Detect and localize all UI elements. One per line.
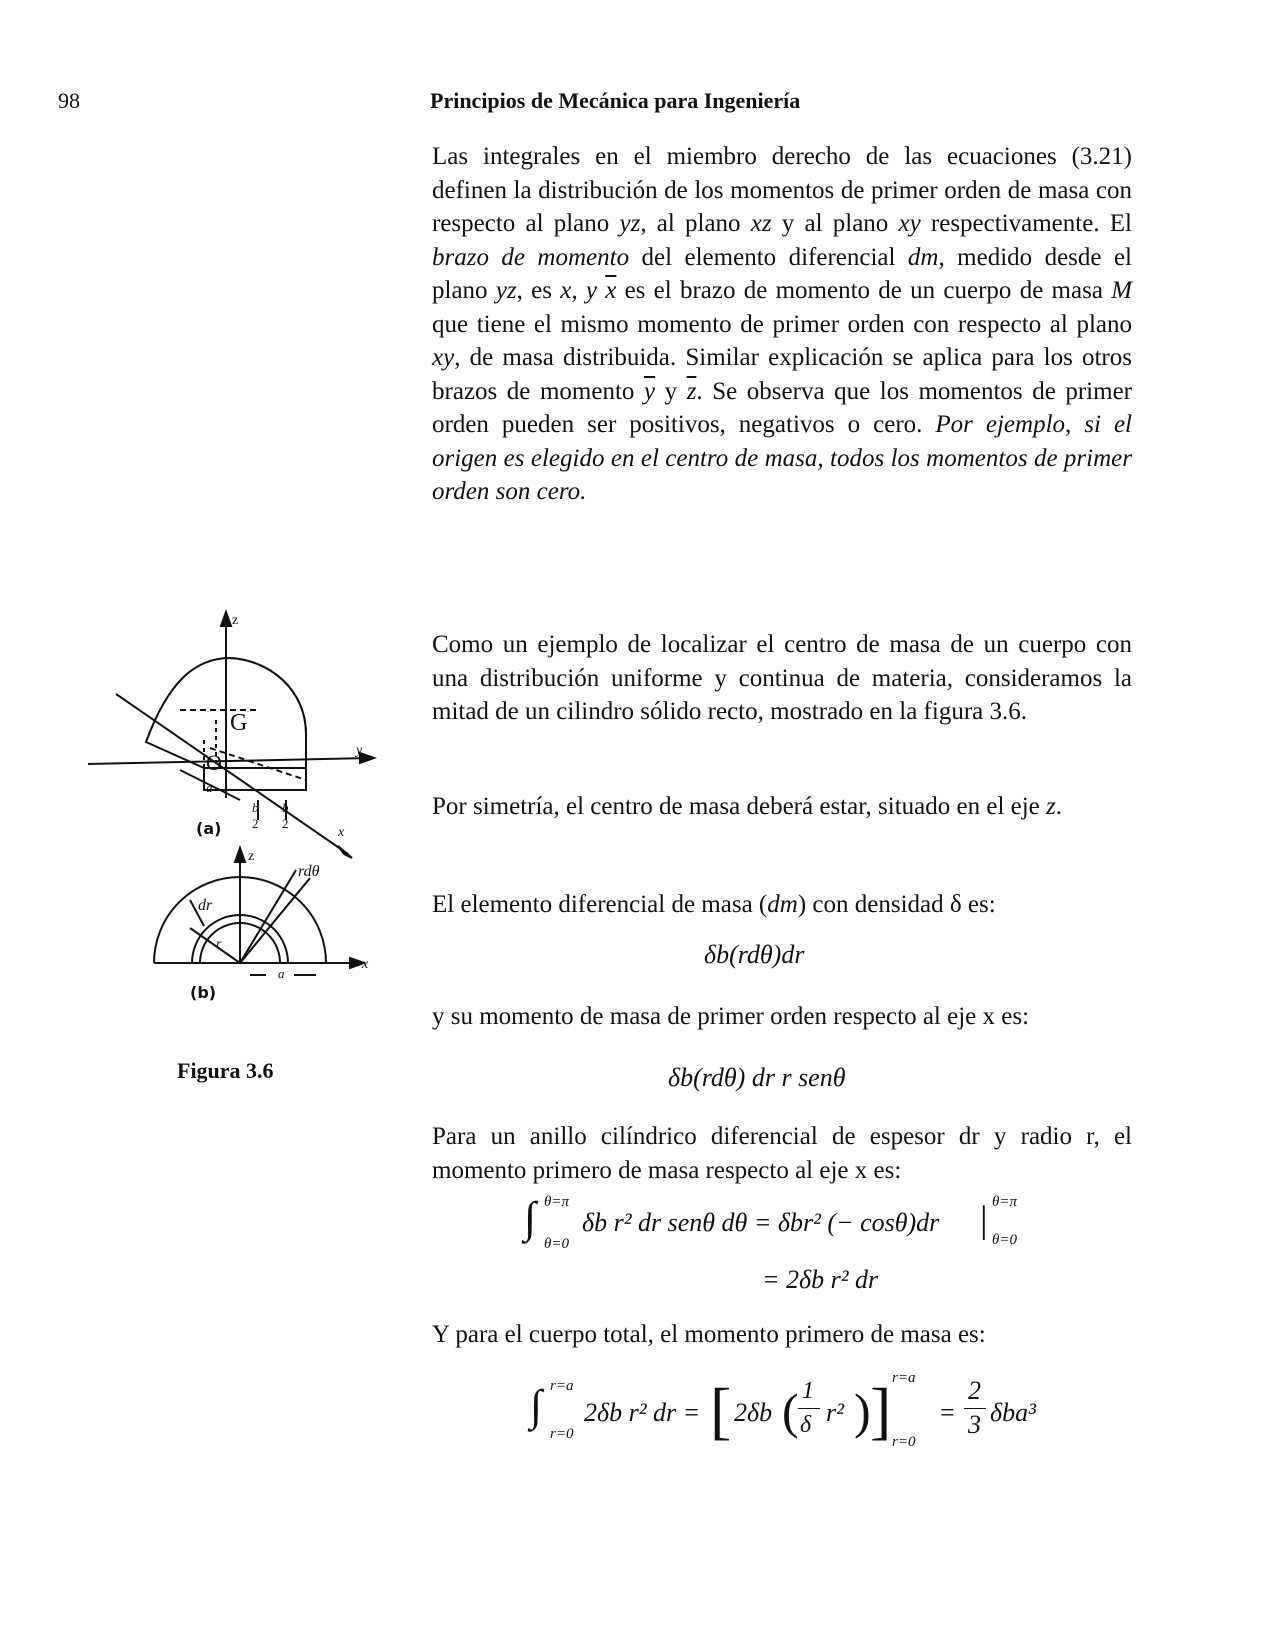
svg-text:2: 2 bbox=[282, 816, 289, 831]
running-title: Principios de Mecánica para Ingeniería bbox=[430, 88, 801, 113]
paragraph-1: Las integrales en el miembro derecho de las ecuaciones (3.21) definen la distribución de los momentos de primer orden de masa con respecto al plano yz, al plano xz y al plano xy respectivamente. El brazo de momento del elemento diferencial dm, medido desde el plano yz, es x, y $\overline{x}$ es el brazo de momento de un cuerpo de masa M que tiene el mismo momento de primer orden con respecto al plano xy, de masa distribuida. Similar explicación se aplica para los otros brazos de momento $\overline{y}$ y $\overline{z}$. Se observa que los momentos de primer orden pueden ser positivos, negativos o cero. Por ejemplo, si el origen es elegido en el centro de masa, todos los momentos de primer orden son cero. bbox=[432, 143, 1133, 505]
z-arrow-a bbox=[221, 612, 231, 626]
x-arrow-a bbox=[338, 846, 352, 858]
x-bar: $\overline{x}$ bbox=[605, 277, 617, 304]
figure-caption: Figura 3.6 bbox=[177, 1058, 274, 1083]
label-x-a: x bbox=[338, 825, 345, 840]
equation-2: δb(rdθ) dr r senθ bbox=[668, 1063, 846, 1092]
label-r: r bbox=[216, 937, 222, 952]
label-x-b: x bbox=[362, 957, 369, 972]
equation-1: δb(rdθ)dr bbox=[704, 940, 805, 969]
y-bar: $\overline{y}$ bbox=[643, 377, 656, 405]
equation-5: ∫ r=a r=0 2δb r² dr = [ 2δb ( 1 δ r² ) ] r=a r=0 = 2 3 δba³ bbox=[530, 1370, 1036, 1450]
label-O: O bbox=[206, 750, 222, 775]
paragraph-6: Para un anillo cilíndrico diferencial de espesor dr y radio r, el momento primero de masa respecto al eje x es: bbox=[432, 1123, 1132, 1184]
figure-3-6 bbox=[80, 613, 400, 1080]
z-bar: $\overline{z}$ bbox=[686, 377, 697, 405]
equation-4: = 2δb r² dr bbox=[762, 1265, 879, 1294]
label-G: G bbox=[230, 710, 248, 736]
label-dr: dr bbox=[198, 897, 213, 914]
svg-text:2: 2 bbox=[252, 816, 259, 831]
panel-b: (b) bbox=[190, 983, 217, 1002]
label-y-a: y bbox=[356, 743, 363, 758]
page-number: 98 bbox=[58, 88, 80, 113]
paragraph-2: Como un ejemplo de localizar el centro de masa de un cuerpo con una distribución uniforme y continua de materia, consideramos la mitad de un cilindro sólido recto, mostrado en la figura 3.6. bbox=[432, 631, 1132, 725]
y-axis-a bbox=[88, 758, 370, 764]
z-arrow-b bbox=[235, 848, 245, 862]
paragraph-4: El elemento diferencial de masa (dm) con densidad δ es: bbox=[432, 891, 996, 918]
svg-text:b: b bbox=[282, 800, 289, 815]
paragraph-7: Y para el cuerpo total, el momento primero de masa es: bbox=[432, 1321, 986, 1348]
label-rdtheta: rdθ bbox=[298, 863, 320, 880]
svg-text:b: b bbox=[252, 800, 259, 815]
label-z-a: z bbox=[232, 613, 239, 628]
label-z-b: z bbox=[248, 849, 255, 864]
label-a-a: a bbox=[206, 780, 213, 795]
paragraph-3: Por simetría, el centro de masa deberá estar, situado en el eje z. bbox=[432, 793, 1063, 820]
paragraph-5: y su momento de masa de primer orden respecto al eje x es: bbox=[432, 1003, 1030, 1030]
panel-a: (a) bbox=[196, 819, 222, 838]
label-a-b: a bbox=[278, 966, 285, 981]
equation-3: ∫ θ=π θ=0 δb r² dr senθ dθ = δbr² (− cosθ)dr | θ=π θ=0 bbox=[524, 1193, 1018, 1252]
